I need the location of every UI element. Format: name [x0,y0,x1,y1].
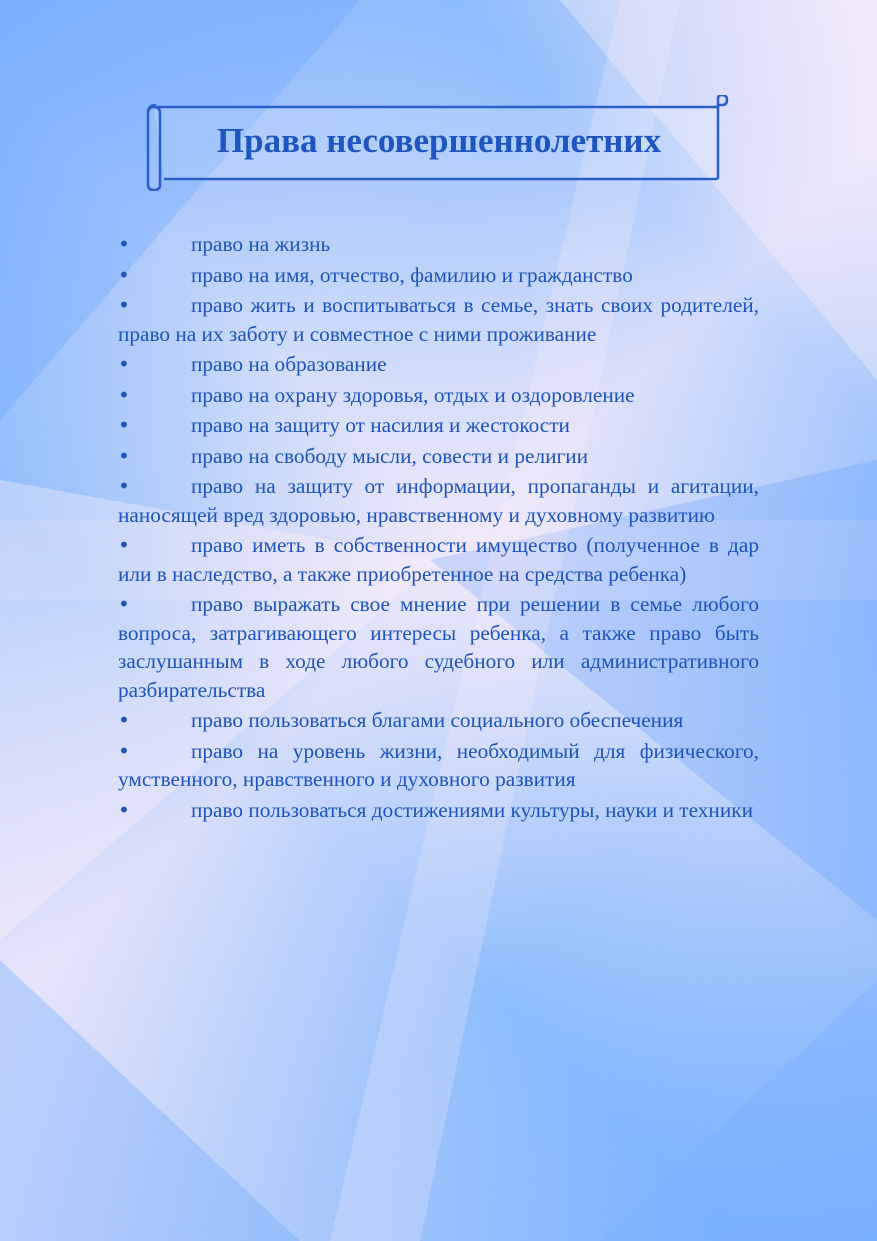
list-item: • право на защиту от насилия и жестокости [118,411,759,440]
list-item: • право на имя, отчество, фамилию и гражданство [118,261,759,290]
bullet-icon: • [118,443,130,468]
bullet-icon: • [118,293,130,317]
bullet-icon: • [118,797,130,822]
list-item: • право пользоваться достижениями культуры, науки и техники [118,796,759,825]
list-item: • право на охрану здоровья, отдых и оздоровление [118,381,759,410]
bullet-icon: • [118,708,130,732]
bullet-icon: • [118,533,130,557]
bullet-icon: • [118,232,130,256]
list-item: • право на жизнь [118,230,759,259]
rights-list [118,230,759,826]
bullet-icon: • [118,262,130,287]
list-item: • право пользоваться благами социального обеспечения [118,706,759,735]
page-title: Права несовершеннолетних [216,121,662,160]
title-banner [146,95,730,191]
bullet-icon: • [118,352,130,376]
list-item: • право выражать свое мнение при решении в семье любого вопроса, затрагивающего интересы ребенка, а также право быть заслушанным в ходе любого судебного или административного разбирательства [118,592,759,702]
bullet-icon: • [118,592,130,616]
bullet-icon: • [118,413,130,437]
bullet-icon: • [118,382,130,407]
bullet-icon: • [118,474,130,498]
list-item: • право на уровень жизни, необходимый для физического, умственного, нравственного и духовного развития [118,738,759,791]
bullet-icon: • [118,738,130,763]
list-item: • право на образование [118,350,759,379]
list-item: • право жить и воспитываться в семье, знать своих родителей, право на их заботу и совместное с ними проживание [118,293,759,346]
list-item: • право на свободу мысли, совести и религии [118,442,759,471]
list-item: • право на защиту от информации, пропаганды и агитации, наносящей вред здоровью, нравственному и духовному развитию [118,474,759,527]
list-item: • право иметь в собственности имущество (полученное в дар или в наследство, а также приобретенное на средства ребенка) [118,533,759,586]
